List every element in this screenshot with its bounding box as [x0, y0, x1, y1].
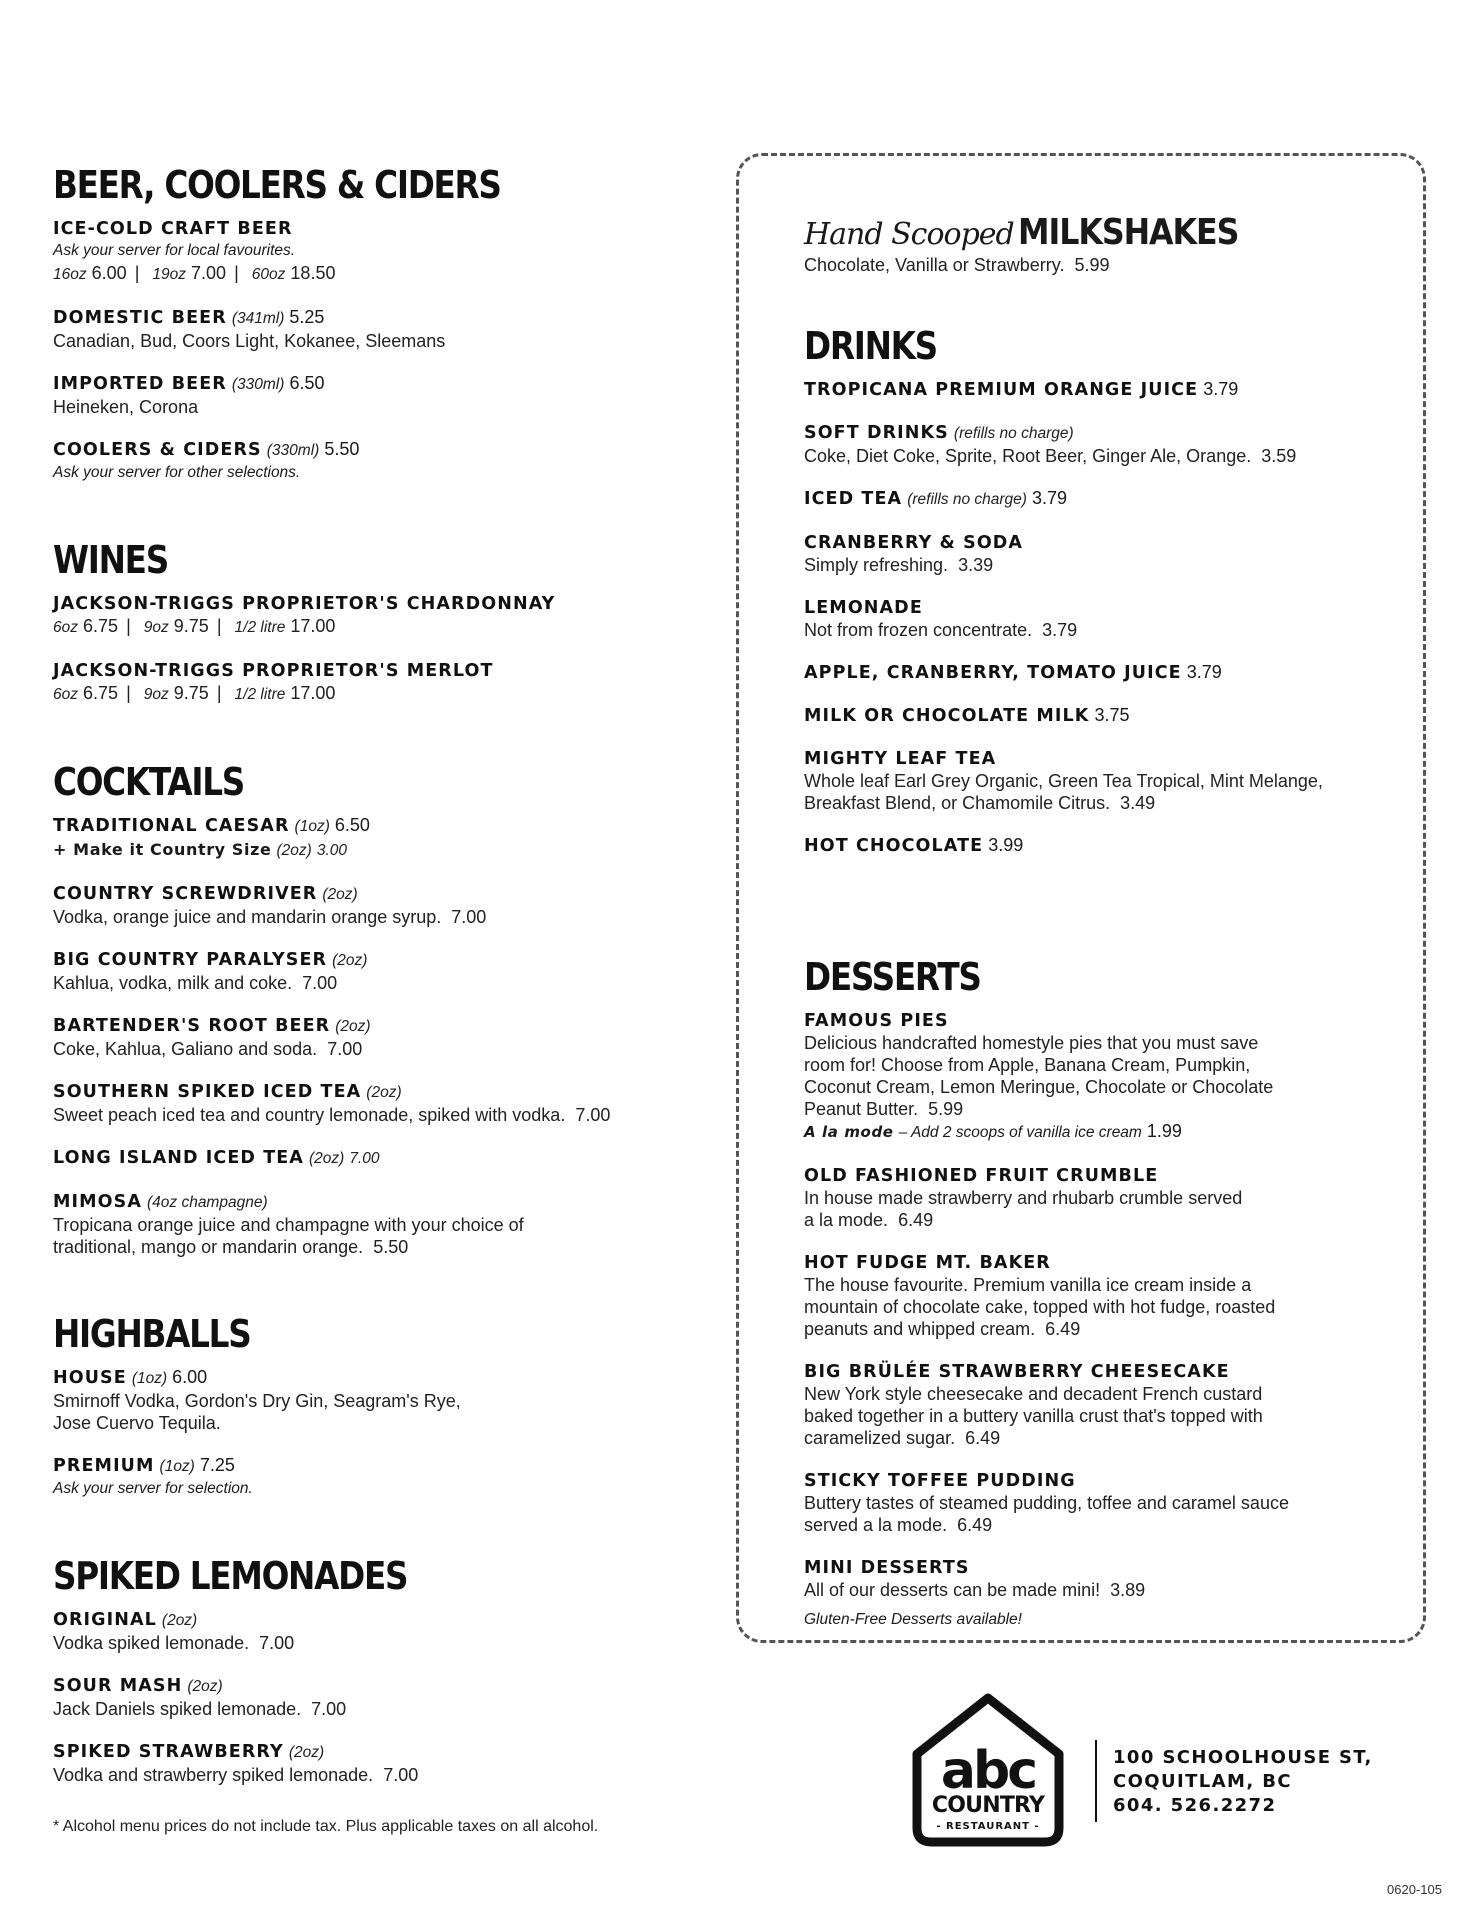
menu-item-spiked-strawberry: SPIKED STRAWBERRY (2oz) Vodka and strawberry spiked lemonade. 7.00	[53, 1742, 419, 1785]
right-panel	[736, 153, 1426, 1643]
menu-item-hot-fudge: HOT FUDGE MT. BAKER The house favourite. Premium vanilla ice cream inside a mountain of chocolate cake, topped with hot fudge, roasted peanuts and whipped cream. 6.49	[804, 1253, 1276, 1339]
menu-item-soft-drinks: SOFT DRINKS (refills no charge) Coke, Diet Coke, Sprite, Root Beer, Ginger Ale, Orange. 3.59	[804, 423, 1297, 466]
menu-item-mimosa: MIMOSA (4oz champagne) Tropicana orange juice and champagne with your choice of traditional, mango or mandarin orange. 5.50	[53, 1192, 524, 1257]
milkshakes-title: MILKSHAKES	[1018, 212, 1239, 253]
menu-item-orange-juice: TROPICANA PREMIUM ORANGE JUICE 3.79	[804, 379, 1239, 400]
gluten-free-note: Gluten-Free Desserts available!	[804, 1611, 1022, 1628]
menu-item-leaf-tea: MIGHTY LEAF TEA Whole leaf Earl Grey Organic, Green Tea Tropical, Mint Melange, Breakfast Blend, or Chamomile Citrus. 3.49	[804, 749, 1323, 813]
logo-restaurant-text: - RESTAURANT -	[936, 1821, 1040, 1832]
address-divider	[1095, 1740, 1097, 1822]
menu-item-sour-mash: SOUR MASH (2oz) Jack Daniels spiked lemonade. 7.00	[53, 1676, 347, 1719]
menu-item-craft-beer	[53, 217, 713, 286]
menu-item-coolers: COOLERS & CIDERS (330ml) 5.50 Ask your server for other selections.	[53, 439, 360, 481]
menu-item-long-island: LONG ISLAND ICED TEA (2oz) 7.00	[53, 1148, 380, 1168]
menu-item-original-lemonade: ORIGINAL (2oz) Vodka spiked lemonade. 7.00	[53, 1610, 295, 1653]
menu-item-toffee-pudding: STICKY TOFFEE PUDDING Buttery tastes of steamed pudding, toffee and caramel sauce served a la mode. 6.49	[804, 1471, 1289, 1535]
menu-item-milk: MILK OR CHOCOLATE MILK 3.75	[804, 705, 1130, 726]
menu-item-caesar: TRADITIONAL CAESAR (1oz) 6.50 + Make it Country Size (2oz) 3.00	[53, 815, 370, 859]
menu-item-paralyser: BIG COUNTRY PARALYSER (2oz) Kahlua, vodka, milk and coke. 7.00	[53, 950, 368, 993]
address-block	[1113, 1746, 1373, 1818]
menu-item-lemonade: LEMONADE Not from frozen concentrate. 3.79	[804, 598, 1078, 640]
menu-item-merlot: JACKSON-TRIGGS PROPRIETOR'S MERLOT 6oz 6.75 | 9oz 9.75 | 1/2 litre 17.00	[53, 661, 494, 703]
item-desc: Ask your server for local favourites.	[53, 242, 296, 259]
left-column	[53, 163, 713, 1806]
section-title-highballs: HIGHBALLS	[53, 1312, 251, 1356]
section-title-desserts: DESSERTS	[804, 955, 981, 999]
menu-item-pies: FAMOUS PIES Delicious handcrafted homestyle pies that you must save room for! Choose from Apple, Banana Cream, Pumpkin, Coconut Cream, Lemon Meringue, Chocolate or Chocolate Peanut Butter. 5.99 A la mode – Add 2 scoops of vanilla ice cream 1.99	[804, 1011, 1274, 1141]
phone-number: 604. 526.2272	[1113, 1795, 1277, 1816]
menu-item-hot-chocolate: HOT CHOCOLATE 3.99	[804, 835, 1024, 856]
menu-item-iced-tea: ICED TEA (refills no charge) 3.79	[804, 488, 1067, 509]
section-title-lemonades: SPIKED LEMONADES	[53, 1554, 408, 1598]
section-title-wines: WINES	[53, 538, 168, 582]
milkshakes-script-label: Hand Scooped	[804, 217, 1014, 252]
menu-item-chardonnay: JACKSON-TRIGGS PROPRIETOR'S CHARDONNAY 6oz 6.75 | 9oz 9.75 | 1/2 litre 17.00	[53, 594, 556, 636]
section-title-beer: BEER, COOLERS & CIDERS	[53, 163, 501, 207]
menu-item-screwdriver: COUNTRY SCREWDRIVER (2oz) Vodka, orange juice and mandarin orange syrup. 7.00	[53, 884, 487, 927]
address-city: COQUITLAM, BC	[1113, 1771, 1292, 1792]
abc-country-logo	[903, 1690, 1073, 1850]
menu-item-house: HOUSE (1oz) 6.00 Smirnoff Vodka, Gordon's Dry Gin, Seagram's Rye, Jose Cuervo Tequila.	[53, 1367, 461, 1433]
alcohol-tax-note: * Alcohol menu prices do not include tax. Plus applicable taxes on all alcohol.	[53, 1818, 599, 1835]
menu-item-root-beer: BARTENDER'S ROOT BEER (2oz) Coke, Kahlua, Galiano and soda. 7.00	[53, 1016, 371, 1059]
menu-item-premium: PREMIUM (1oz) 7.25 Ask your server for selection.	[53, 1455, 253, 1497]
menu-item-crumble: OLD FASHIONED FRUIT CRUMBLE In house made strawberry and rhubarb crumble served a la mode. 6.49	[804, 1166, 1243, 1230]
menu-item-milkshakes: Chocolate, Vanilla or Strawberry. 5.99	[804, 255, 1110, 275]
menu-item-domestic-beer: DOMESTIC BEER (341ml) 5.25 Canadian, Bud, Coors Light, Kokanee, Sleemans	[53, 307, 446, 351]
menu-item-cheesecake: BIG BRÜLÉE STRAWBERRY CHEESECAKE New York style cheesecake and decadent French custard baked together in a buttery vanilla crust that's topped with caramelized sugar. 6.49	[804, 1362, 1263, 1448]
menu-item-southern-iced-tea: SOUTHERN SPIKED ICED TEA (2oz) Sweet peach iced tea and country lemonade, spiked with vodka. 7.00	[53, 1082, 611, 1125]
menu-item-mini-desserts: MINI DESSERTS All of our desserts can be made mini! 3.89	[804, 1558, 1146, 1600]
address-street: 100 SCHOOLHOUSE ST,	[1113, 1747, 1373, 1768]
menu-item-cranberry-soda: CRANBERRY & SODA Simply refreshing. 3.39	[804, 533, 1024, 575]
size-prices: 16oz 6.00 | 19oz 7.00 | 60oz 18.50	[53, 263, 336, 283]
menu-code: 0620-105	[1387, 1882, 1442, 1897]
menu-item-juice: APPLE, CRANBERRY, TOMATO JUICE 3.79	[804, 662, 1222, 683]
section-title-drinks: DRINKS	[804, 324, 937, 368]
item-name: ICE-COLD CRAFT BEER	[53, 219, 293, 239]
section-title-cocktails: COCKTAILS	[53, 760, 245, 804]
logo-abc-text: abc	[940, 1741, 1036, 1801]
logo-country-text: COUNTRY	[931, 1793, 1045, 1818]
menu-item-imported-beer: IMPORTED BEER (330ml) 6.50 Heineken, Corona	[53, 373, 325, 417]
